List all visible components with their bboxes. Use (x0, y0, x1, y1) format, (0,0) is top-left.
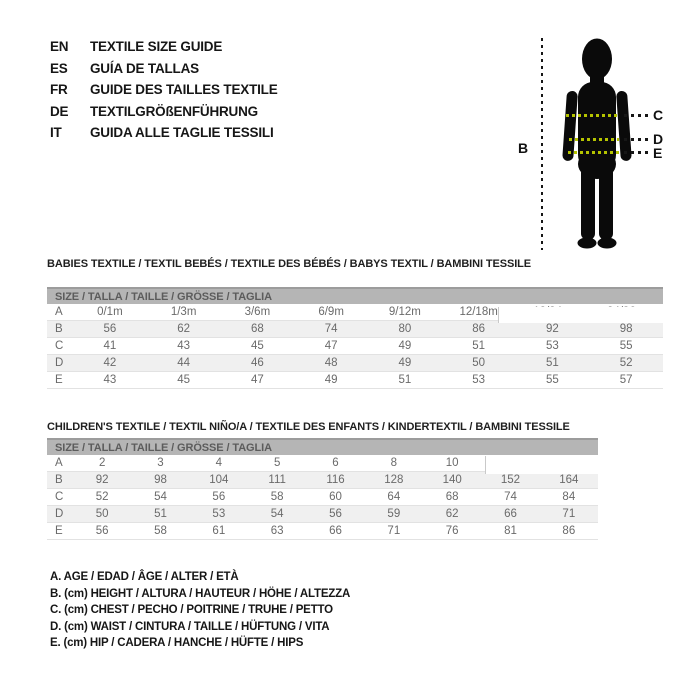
size-value-cell: 0/1m (97, 306, 123, 318)
size-value-cell: 74 (504, 491, 517, 503)
table-row-C (47, 489, 598, 506)
language-list (50, 36, 278, 144)
size-value-cell: 50 (95, 508, 109, 520)
lang-code: ES (50, 60, 68, 76)
size-value-cell: 55 (619, 340, 633, 352)
table-row-B (47, 321, 663, 338)
table-row-D (47, 506, 598, 523)
chest-line-inner (566, 114, 620, 117)
size-value-cell: 49 (398, 340, 412, 352)
babies-size-table (47, 287, 663, 389)
size-value-cell: 128 (384, 474, 404, 486)
size-value-cell: 60 (329, 491, 342, 503)
size-value-cell: 6 (332, 457, 339, 469)
size-value-cell: 57 (619, 374, 633, 386)
size-value-cell: 42 (103, 357, 117, 369)
size-value-cell: 66 (329, 525, 342, 537)
child-silhouette-icon (559, 38, 635, 250)
lang-code: EN (50, 39, 69, 55)
babies-table-title: BABIES TEXTILE / TEXTIL BEBÉS / TEXTILE DES BÉBÉS / BABYS TEXTIL / BAMBINI TESSILE (47, 258, 532, 270)
size-value-cell: 53 (545, 340, 559, 352)
waist-label: D (653, 131, 664, 147)
size-value-cell: 80 (398, 323, 412, 335)
size-value-cell: 76 (445, 525, 459, 537)
size-value-cell: 4 (215, 457, 223, 469)
size-value-cell: 46 (250, 357, 264, 369)
size-value-cell: 6/9m (318, 306, 344, 318)
size-value-cell: 92 (95, 474, 109, 486)
size-value-cell: 51 (545, 357, 559, 369)
size-value-cell: 56 (212, 491, 226, 503)
lang-row-fr (50, 79, 278, 101)
size-value-cell: 68 (250, 323, 264, 335)
hip-label: E (653, 145, 663, 161)
waist-line-outer (624, 138, 648, 141)
size-value-cell: 53 (212, 508, 226, 520)
legend-height: B. (cm) HEIGHT / ALTURA / HAUTEUR / HÖHE / ALTEZZA (50, 587, 351, 600)
lang-code: IT (50, 125, 62, 141)
row-label: C (55, 491, 64, 503)
row-label: D (55, 508, 64, 520)
size-value-cell: 56 (329, 508, 342, 520)
size-value-cell: 50 (472, 357, 486, 369)
size-value-cell: 41 (103, 340, 117, 352)
lang-label: TEXTILGRÖßENFÜHRUNG (90, 103, 258, 119)
size-value-cell: 64 (387, 491, 401, 503)
size-value-cell: 61 (212, 525, 226, 537)
size-value-cell: 9/12m (388, 306, 421, 318)
row-label: A (55, 457, 63, 469)
size-value-cell: 3/6m (244, 306, 271, 318)
row-label: E (55, 374, 63, 386)
size-value-cell: 43 (103, 374, 117, 386)
size-value-cell: 140 (442, 474, 462, 486)
size-value-cell: 2 (98, 457, 106, 469)
children-table-header: SIZE / TALLA / TAILLE / GRÖSSE / TAGLIA (47, 438, 598, 455)
size-value-cell: 59 (387, 508, 401, 520)
table-row-B (47, 472, 598, 489)
size-value-cell: 81 (504, 525, 517, 537)
size-value-cell: 43 (177, 340, 191, 352)
size-value-cell: 62 (445, 508, 459, 520)
size-value-cell: 47 (324, 340, 338, 352)
size-value-cell: 74 (324, 323, 338, 335)
lang-code: DE (50, 103, 69, 119)
size-value-cell: 111 (268, 474, 286, 486)
size-value-cell: 58 (154, 525, 167, 537)
hip-line-inner (568, 151, 620, 154)
size-value-cell: 48 (324, 357, 338, 369)
size-value-cell: 71 (387, 525, 401, 537)
lang-row-en (50, 36, 278, 58)
row-label: C (55, 340, 64, 352)
size-value-cell: 49 (398, 357, 412, 369)
babies-highlight-box (498, 307, 664, 323)
children-size-table (47, 438, 598, 540)
size-value-cell: 52 (619, 357, 633, 369)
size-value-cell: 51 (398, 374, 412, 386)
height-label: B (518, 140, 529, 156)
lang-label: GUÍA DE TALLAS (90, 60, 199, 76)
size-value-cell: 44 (177, 357, 191, 369)
size-value-cell: 45 (250, 340, 264, 352)
size-value-cell: 51 (472, 340, 486, 352)
size-value-cell: 63 (270, 525, 284, 537)
size-value-cell: 55 (545, 374, 559, 386)
size-value-cell: 98 (154, 474, 167, 486)
lang-label: GUIDE DES TAILLES TEXTILE (90, 82, 278, 98)
size-value-cell: 98 (619, 323, 633, 335)
size-value-cell: 53 (472, 374, 486, 386)
table-row-D (47, 355, 663, 372)
table-row-C (47, 338, 663, 355)
lang-row-es (50, 58, 278, 80)
height-measure-line (541, 38, 543, 250)
size-value-cell: 12/18m (459, 306, 498, 318)
waist-line-inner (569, 138, 619, 141)
size-value-cell: 164 (559, 474, 579, 486)
size-value-cell: 68 (445, 491, 459, 503)
chest-line-outer (624, 114, 648, 117)
row-label: B (55, 474, 63, 486)
size-value-cell: 56 (95, 525, 109, 537)
size-value-cell: 10 (445, 457, 459, 469)
size-value-cell: 5 (273, 457, 281, 469)
measurement-figure (500, 30, 690, 265)
size-value-cell: 66 (504, 508, 517, 520)
size-value-cell: 8 (390, 457, 398, 469)
row-label: A (55, 306, 63, 318)
measurement-legend (50, 569, 350, 652)
size-value-cell: 86 (472, 323, 486, 335)
table-row-E (47, 523, 598, 540)
lang-row-de (50, 101, 278, 123)
size-value-cell: 152 (500, 474, 521, 486)
chest-label: C (653, 107, 664, 123)
lang-label: GUIDA ALLE TAGLIE TESSILI (90, 125, 274, 141)
lang-label: TEXTILE SIZE GUIDE (90, 39, 223, 55)
size-value-cell: 47 (250, 374, 264, 386)
row-label: E (55, 525, 63, 537)
size-value-cell: 52 (95, 491, 109, 503)
size-value-cell: 56 (103, 323, 117, 335)
size-value-cell: 58 (270, 491, 284, 503)
size-value-cell: 54 (270, 508, 284, 520)
size-value-cell: 1/3m (170, 306, 197, 318)
size-value-cell: 116 (326, 474, 345, 486)
lang-code: FR (50, 82, 68, 98)
size-value-cell: 51 (154, 508, 167, 520)
hip-line-outer (624, 151, 648, 154)
size-value-cell: 104 (209, 474, 229, 486)
size-value-cell: 86 (562, 525, 576, 537)
row-label: D (55, 357, 64, 369)
size-value-cell: 84 (562, 491, 576, 503)
row-label: B (55, 323, 63, 335)
legend-age: A. AGE / EDAD / ÂGE / ALTER / ETÀ (50, 571, 239, 584)
size-value-cell: 49 (324, 374, 338, 386)
legend-hip: E. (cm) HIP / CADERA / HANCHE / HÜFTE / HIPS (50, 637, 304, 650)
size-value-cell: 71 (562, 508, 576, 520)
lang-row-it (50, 122, 278, 144)
babies-table-header: SIZE / TALLA / TAILLE / GRÖSSE / TAGLIA (47, 287, 663, 304)
size-value-cell: 54 (154, 491, 167, 503)
size-value-cell: 3 (157, 457, 164, 469)
legend-chest: C. (cm) CHEST / PECHO / POITRINE / TRUHE / PETTO (50, 604, 333, 617)
children-table-title: CHILDREN'S TEXTILE / TEXTIL NIÑO/A / TEXTILE DES ENFANTS / KINDERTEXTIL / BAMBINI TESSILE (47, 421, 570, 433)
legend-waist: D. (cm) WAIST / CINTURA / TAILLE / HÜFTUNG / VITA (50, 620, 330, 633)
size-value-cell: 45 (177, 374, 191, 386)
children-highlight-box (485, 456, 600, 474)
size-value-cell: 92 (545, 323, 559, 335)
size-value-cell: 62 (177, 323, 191, 335)
table-row-E (47, 372, 663, 389)
